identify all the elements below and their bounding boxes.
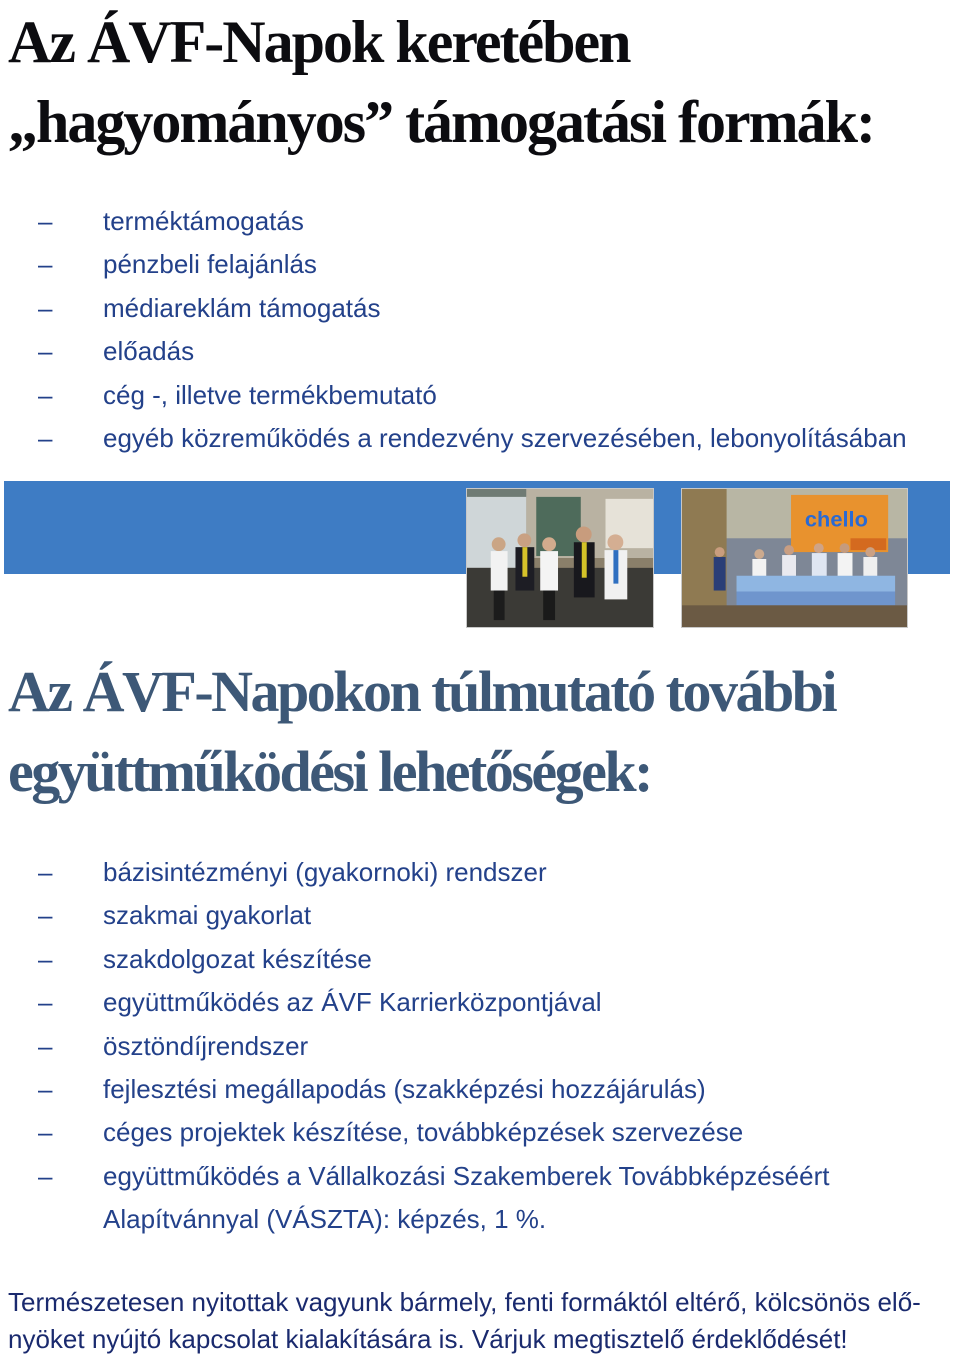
further-cooperation-list (0, 851, 829, 1242)
list-item (0, 1025, 829, 1068)
list-item-text: terméktámogatás (103, 206, 304, 236)
list-item (0, 894, 829, 937)
list-item (0, 417, 907, 460)
list-item (0, 287, 907, 330)
section1-title-line: „hagyományos” támogatási formák: (8, 89, 874, 155)
section1-title-line: Az ÁVF-Napok keretében (8, 9, 630, 75)
section2-title (8, 652, 835, 812)
list-item-text: bázisintézményi (gyakornoki) rendszer (103, 857, 547, 887)
dash-bullet: – (38, 857, 53, 887)
chello-sign: chello (804, 506, 868, 532)
list-item-text: médiareklám támogatás (103, 292, 381, 323)
traditional-support-list (0, 200, 907, 460)
dash-bullet: – (38, 249, 53, 280)
list-item-text: együttműködés a Vállalkozási Szakemberek Továbbképzéséért (103, 1160, 830, 1191)
list-item (0, 200, 907, 243)
dash-bullet: – (38, 1117, 53, 1148)
dash-bullet: – (38, 292, 53, 323)
list-item (0, 330, 907, 373)
list-item (0, 981, 829, 1024)
list-item-text: fejlesztési megállapodás (szakképzési hozzájárulás) (103, 1074, 706, 1105)
closing-paragraph (8, 1284, 956, 1358)
list-item-text: előadás (103, 336, 195, 367)
list-item (0, 851, 829, 894)
list-item-text: együttműködés az ÁVF Karrierközpontjával (103, 987, 602, 1018)
list-item-text: pénzbeli felajánlás (103, 249, 317, 280)
list-item-text: szakmai gyakorlat (103, 900, 312, 931)
section2-title-line: együttműködési lehetőségek: (8, 739, 651, 804)
dash-bullet: – (38, 336, 53, 367)
section2-title-line: Az ÁVF-Napokon túlmutató további (8, 659, 836, 724)
section1-title (8, 2, 874, 162)
event-photo-panel-table (681, 488, 908, 628)
list-item-text: Alapítvánnyal (VÁSZTA): képzés, 1 %. (103, 1204, 547, 1235)
closing-line: nyöket nyújtó kapcsolat kialakítására is. Várjuk megtisztelő érdeklődését! (8, 1324, 848, 1354)
closing-line: Természetesen nyitottak vagyunk bármely, fenti formáktól eltérő, kölcsönös elő- (8, 1287, 921, 1317)
list-item (0, 1068, 829, 1111)
dash-bullet: – (38, 1074, 53, 1105)
list-item-text: céges projektek készítése, továbbképzések szervezése (103, 1117, 744, 1148)
dash-bullet: – (38, 943, 53, 974)
list-item (0, 938, 829, 981)
dash-bullet: – (38, 206, 53, 236)
list-item-continuation (0, 1198, 829, 1241)
list-item (0, 374, 907, 417)
dash-bullet: – (38, 900, 53, 931)
list-item (0, 1111, 829, 1154)
list-item-text: szakdolgozat készítése (103, 943, 372, 974)
event-photo-hostesses (466, 488, 654, 628)
list-item (0, 1155, 829, 1198)
list-item-text: cég -, illetve termékbemutató (103, 379, 437, 410)
dash-bullet: – (38, 423, 53, 454)
dash-bullet: – (38, 1160, 53, 1191)
dash-bullet: – (38, 379, 53, 410)
list-item-text: ösztöndíjrendszer (103, 1030, 309, 1061)
list-item-text: egyéb közreműködés a rendezvény szervezésében, lebonyolításában (103, 423, 907, 454)
dash-bullet: – (38, 1030, 53, 1061)
list-item (0, 243, 907, 286)
dash-bullet: – (38, 987, 53, 1018)
